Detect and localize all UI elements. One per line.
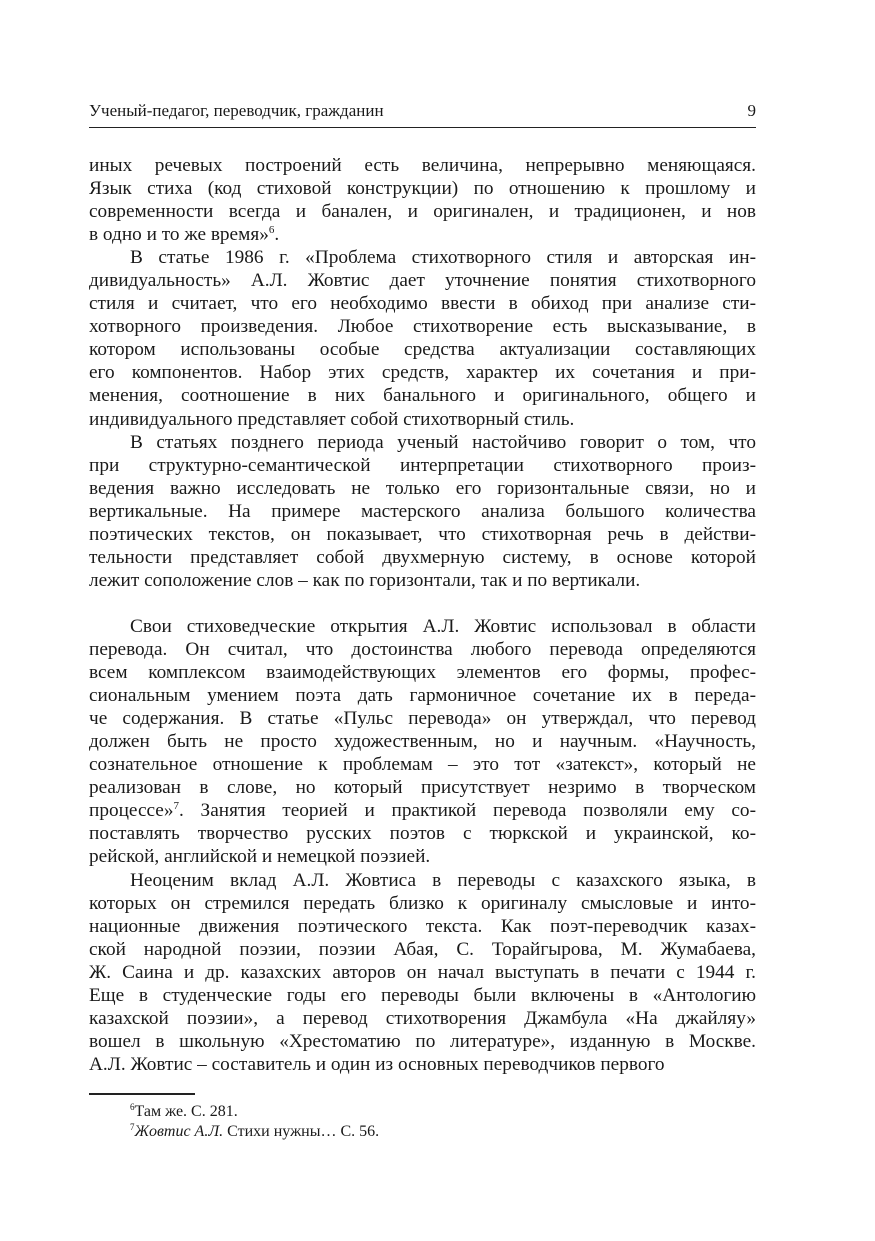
footnote-6 <box>130 1102 379 1122</box>
text-line: Неоценим вклад А.Л. Жовтиса в переводы с казахского языка, в <box>130 869 756 891</box>
footnote-separator <box>89 1093 195 1095</box>
text-line: реализован в слове, но который присутствует незримо в творческом <box>89 777 756 799</box>
text-line: Ж. Саина и др. казахских авторов он начал выступать в печати с 1944 г. <box>89 961 756 983</box>
text-line: котором использованы особые средства актуализации составляющих <box>89 339 756 361</box>
footnote-mark: 6 <box>130 1102 135 1112</box>
text-line: поэтических текстов, он показывает, что стихотворная речь в действи- <box>89 523 756 545</box>
text-line: его компонентов. Набор этих средств, характер их сочетания и при- <box>89 362 756 384</box>
text-line: Свои стиховедческие открытия А.Л. Жовтис использовал в области <box>130 616 756 637</box>
text-line: которых он стремился передать близко к оригиналу смысловые и инто- <box>89 892 756 914</box>
text-line: вошел в школьную «Хрестоматию по литературе», изданную в Москве. <box>89 1030 756 1052</box>
paragraph <box>89 615 756 869</box>
text-segment: . <box>274 224 280 246</box>
text-line: всем комплексом взаимодействующих элементов его формы, профес- <box>89 662 756 684</box>
text-line: менения, соотношение в них банального и оригинального, общего и <box>89 385 756 407</box>
text-line: лежит соположение слов – как по горизонтали, так и по вертикали. <box>89 569 641 591</box>
text-line: Язык стиха (код стиховой конструкции) по отношению к прошлому и <box>89 178 756 200</box>
text-line: казахской поэзии», а перевод стихотворения Джамбула «На джайляу» <box>89 1007 756 1029</box>
text-line: стиля и считает, что его необходимо ввести в обиход при анализе сти- <box>89 293 756 315</box>
text-line: хотворного произведения. Любое стихотворение есть высказывание, в <box>89 316 756 338</box>
text-line: ской народной поэзии, поэзии Абая, С. Торайгырова, М. Жумабаева, <box>89 938 756 960</box>
footnote-author: Жовтис А.Л. <box>134 1123 224 1140</box>
text-line <box>89 799 756 822</box>
text-line: поставлять творчество русских поэтов с тюркской и украинской, ко- <box>89 823 756 845</box>
footnotes <box>130 1102 379 1142</box>
footnote-reference[interactable]: 7 <box>173 800 180 813</box>
footnote-text: Стихи нужны… С. 56. <box>223 1123 380 1140</box>
body-text-block-2 <box>89 615 756 1076</box>
paragraph <box>89 869 756 1076</box>
running-title: Ученый-педагог, переводчик, гражданин <box>89 101 384 120</box>
text-line: дивидуальность» А.Л. Жовтис дает уточнение понятия стихотворного <box>89 270 756 292</box>
footnote-7 <box>130 1122 379 1142</box>
text-line: Еще в студенческие годы его переводы были включены в «Антологию <box>89 984 756 1006</box>
text-line: тельности представляет собой двухмерную систему, в основе которой <box>89 546 756 568</box>
text-line: В статьях позднего периода ученый настойчиво говорит о том, что <box>130 431 756 453</box>
header-rule <box>89 127 756 128</box>
text-line: перевода. Он считал, что достоинства любого перевода определяются <box>89 639 756 661</box>
text-line: иных речевых построений есть величина, непрерывно меняющаяся. <box>89 155 756 176</box>
running-header <box>89 101 756 121</box>
footnote-text: Там же. С. 281. <box>134 1103 238 1120</box>
text-segment: . Занятия теорией и практикой перевода позволяли ему со- <box>179 800 756 822</box>
text-segment: процессе» <box>89 800 174 822</box>
text-segment: в одно и то же время» <box>89 224 269 246</box>
text-line: че содержания. В статье «Пульс перевода» он утверждал, что перевод <box>89 708 756 730</box>
text-line: вертикальные. На примере мастерского анализа большого количества <box>89 500 756 522</box>
text-line: национные движения поэтического текста. Как поэт-переводчик казах- <box>89 915 756 937</box>
text-line: при структурно-семантической интерпретации стихотворного произ- <box>89 454 756 476</box>
text-line: рейской, английской и немецкой поэзией. <box>89 846 431 868</box>
body-text-block-1 <box>89 154 756 592</box>
paragraph <box>89 431 756 592</box>
text-line: должен быть не просто художественным, но и научным. «Научность, <box>89 731 756 753</box>
text-line: современности всегда и банален, и оригинален, и традиционен, и нов <box>89 201 756 223</box>
text-line: ведения важно исследовать не только его горизонтальные связи, но и <box>89 477 756 499</box>
text-line: А.Л. Жовтис – составитель и один из основных переводчиков первого <box>89 1053 665 1075</box>
text-line: сознательное отношение к проблемам – это тот «затекст», который не <box>89 754 756 776</box>
text-line: В статье 1986 г. «Проблема стихотворного стиля и авторская ин- <box>130 247 756 269</box>
paragraph <box>89 246 756 430</box>
footnote-reference[interactable]: 6 <box>268 224 275 237</box>
text-line <box>89 223 756 246</box>
page-number: 9 <box>747 101 756 120</box>
text-line: сиональным умением поэта дать гармоничное сочетание их в переда- <box>89 685 756 707</box>
paragraph <box>89 154 756 246</box>
text-line: индивидуального представляет собой стихотворный стиль. <box>89 408 575 430</box>
footnote-mark: 7 <box>130 1122 135 1132</box>
